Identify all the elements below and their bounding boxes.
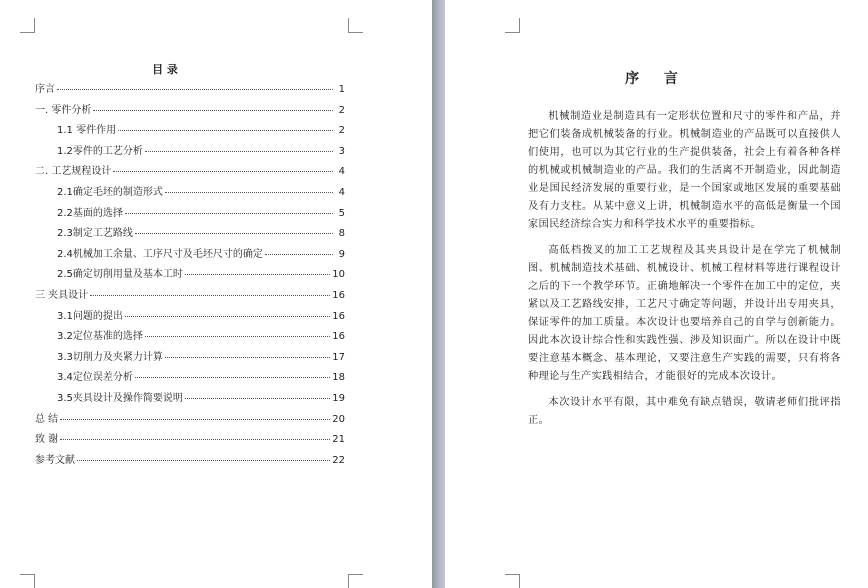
toc-entry[interactable] (35, 245, 345, 266)
toc-dot-leader (60, 438, 330, 440)
toc-dot-leader (125, 315, 330, 317)
toc-entry-label: 3.3切削力及夹紧力计算 (57, 351, 163, 363)
toc-dot-leader (118, 129, 333, 131)
toc-entry[interactable] (35, 307, 345, 328)
toc-entry[interactable] (35, 80, 345, 101)
toc-dot-leader (57, 88, 333, 90)
toc-dot-leader (165, 356, 330, 358)
toc-entry[interactable] (35, 224, 345, 245)
crop-mark-bottom-left (20, 574, 35, 588)
crop-mark-bottom-right (348, 574, 363, 588)
toc-entry[interactable] (35, 162, 345, 183)
toc-entry-page-number: 4 (338, 166, 345, 178)
toc-entry-page-number: 22 (332, 454, 345, 466)
toc-entry-label: 2.1确定毛坯的制造形式 (57, 186, 163, 198)
toc-entry-page-number: 20 (332, 413, 345, 425)
toc-entry[interactable] (35, 121, 345, 142)
toc-entry-page-number: 16 (332, 310, 345, 322)
toc-dot-leader (185, 273, 330, 275)
crop-mark-bottom-left (505, 574, 520, 588)
toc-dot-leader (90, 294, 330, 296)
toc-entry-label: 3.1问题的提出 (57, 310, 123, 322)
toc-entry-page-number: 19 (332, 392, 345, 404)
toc-entry-page-number: 3 (338, 145, 345, 157)
preface-title: 序 言 (625, 71, 688, 87)
toc-entry-page-number: 2 (338, 125, 345, 137)
toc-entry-label: 致 谢 (35, 434, 59, 446)
toc-entry-page-number: 2 (338, 104, 345, 116)
page-gutter (432, 0, 445, 588)
preface-paragraph: 本次设计水平有限，其中难免有缺点错误，敬请老师们批评指正。 (528, 397, 841, 426)
toc-entry-label: 总 结 (35, 413, 59, 425)
toc-entry-page-number: 16 (332, 331, 345, 343)
toc-dot-leader (135, 232, 333, 234)
toc-entry-label: 一. 零件分析 (35, 104, 92, 116)
toc-dot-leader (265, 253, 333, 255)
preface-body (528, 108, 841, 438)
toc-entry[interactable] (35, 183, 345, 204)
toc-entry-label: 2.5确定切削用量及基本工时 (57, 269, 183, 281)
toc-entry-label: 1.2零件的工艺分析 (57, 145, 143, 157)
toc-entry[interactable] (35, 389, 345, 410)
toc-dot-leader (77, 459, 330, 461)
toc-entry[interactable] (35, 451, 345, 472)
toc-dot-leader (93, 109, 333, 111)
preface-paragraph: 机械制造业是制造具有一定形状位置和尺寸的零件和产品，并把它们装备成机械装备的行业。机械制造业的产品既可以直接供人们使用，也可以为其它行业的生产提供装备，社会上有着各种各样的机械或机械制造业的产品。我们的生活离不开制造业，因此制造业是国民经济发展的重要行业，是一个国家或地区发展的重要基础及有力支柱。从某中意义上讲，机械制造水平的高低是衡量一个国家国民经济综合实力和科学技术水平的重要指标。 (528, 111, 841, 230)
toc-entry-page-number: 18 (332, 372, 345, 384)
toc-entry-label: 3.2定位基准的选择 (57, 331, 143, 343)
toc-dot-leader (113, 170, 333, 172)
toc-entry-label: 序言 (35, 84, 55, 95)
toc-list (35, 80, 345, 471)
toc-entry-page-number: 9 (338, 248, 345, 260)
toc-entry[interactable] (35, 410, 345, 431)
toc-entry-label: 3.5夹具设计及操作简要说明 (57, 392, 183, 404)
toc-entry-page-number: 4 (338, 186, 345, 198)
toc-dot-leader (135, 376, 330, 378)
toc-entry[interactable] (35, 430, 345, 451)
toc-entry[interactable] (35, 265, 345, 286)
toc-entry-page-number: 21 (332, 434, 345, 446)
toc-entry-page-number: 1 (338, 84, 345, 95)
toc-entry[interactable] (35, 348, 345, 369)
toc-dot-leader (60, 418, 330, 420)
crop-mark-top-left (20, 18, 35, 33)
toc-entry[interactable] (35, 327, 345, 348)
toc-entry[interactable] (35, 204, 345, 225)
toc-entry-label: 参考文献 (35, 454, 75, 466)
toc-entry-page-number: 10 (332, 269, 345, 281)
toc-entry-label: 二. 工艺规程设计 (35, 166, 112, 178)
toc-entry-page-number: 5 (338, 207, 345, 219)
toc-dot-leader (145, 335, 330, 337)
toc-entry-page-number: 8 (338, 228, 345, 240)
crop-mark-top-left (505, 18, 520, 33)
preface-paragraph: 高低档拨叉的加工工艺规程及其夹具设计是在学完了机械制图、机械制造技术基础、机械设计、机械工程材料等进行课程设计之后的下一个教学环节。正确地解决一个零件在加工中的定位，夹紧以及工艺路线安排，工艺尺寸确定等问题，并设计出专用夹具，保证零件的加工质量。本次设计也要培养自己的自学与创新能力。因此本次设计综合性和实践性强、涉及知识面广。所以在设计中既要注意基本概念、基本理论，又要注意生产实践的需要，只有将各种理论与生产实践相结合，才能很好的完成本次设计。 (528, 245, 841, 382)
toc-title: 目 录 (152, 63, 178, 76)
toc-entry[interactable] (35, 368, 345, 389)
toc-entry-label: 三 夹具设计 (35, 289, 89, 301)
toc-entry-label: 2.3制定工艺路线 (57, 228, 133, 240)
toc-entry[interactable] (35, 101, 345, 122)
toc-entry-page-number: 16 (332, 289, 345, 301)
toc-dot-leader (145, 150, 333, 152)
crop-mark-top-right (348, 18, 363, 33)
toc-entry-label: 3.4定位误差分析 (57, 372, 133, 384)
toc-entry-page-number: 17 (332, 351, 345, 363)
toc-entry-label: 2.2基面的选择 (57, 207, 123, 219)
toc-entry-label: 2.4机械加工余量、工序尺寸及毛坯尺寸的确定 (57, 248, 263, 260)
toc-dot-leader (185, 397, 330, 399)
toc-dot-leader (165, 191, 333, 193)
preface-page (445, 0, 868, 588)
toc-entry[interactable] (35, 286, 345, 307)
toc-dot-leader (125, 212, 333, 214)
toc-entry-label: 1.1 零件作用 (57, 125, 117, 137)
toc-page (0, 0, 432, 588)
toc-entry[interactable] (35, 142, 345, 163)
